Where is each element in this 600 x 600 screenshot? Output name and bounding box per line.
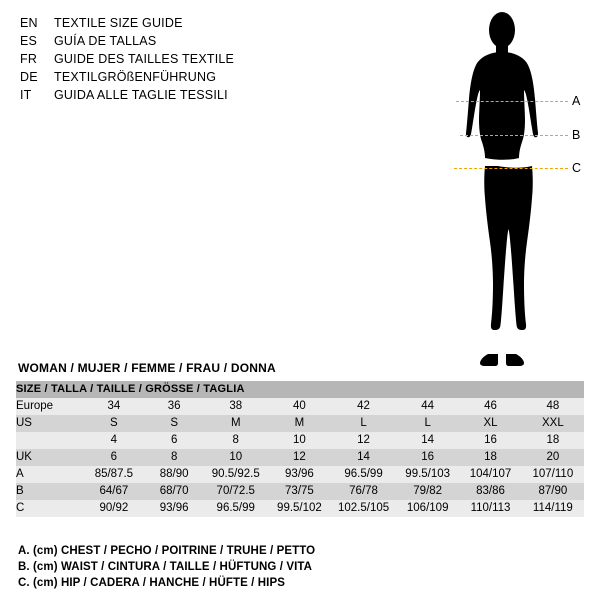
cell: 8 bbox=[204, 432, 268, 449]
cell: 93/96 bbox=[268, 466, 331, 483]
section-title: WOMAN / MUJER / FEMME / FRAU / DONNA bbox=[18, 361, 276, 375]
cell: 16 bbox=[396, 449, 459, 466]
measure-label-a: A bbox=[572, 94, 581, 108]
language-row-it bbox=[20, 86, 360, 104]
row-label: B bbox=[16, 483, 83, 500]
cell: 87/90 bbox=[522, 483, 584, 500]
language-code: DE bbox=[20, 70, 38, 84]
row-label: US bbox=[16, 415, 83, 432]
measure-label-c: C bbox=[572, 161, 582, 175]
table-row bbox=[16, 449, 584, 466]
cell: 38 bbox=[204, 398, 268, 415]
cell: 20 bbox=[522, 449, 584, 466]
cell: 93/96 bbox=[145, 500, 204, 517]
female-silhouette-icon bbox=[430, 8, 590, 378]
table-row bbox=[16, 466, 584, 483]
row-label bbox=[16, 432, 83, 449]
language-code: EN bbox=[20, 16, 38, 30]
row-label: UK bbox=[16, 449, 83, 466]
table-row bbox=[16, 398, 584, 415]
cell: 44 bbox=[396, 398, 459, 415]
row-label: C bbox=[16, 500, 83, 517]
cell: 12 bbox=[268, 449, 331, 466]
cell: 6 bbox=[83, 449, 145, 466]
cell: 104/107 bbox=[459, 466, 521, 483]
measure-line-c bbox=[454, 168, 568, 169]
cell: 83/86 bbox=[459, 483, 521, 500]
cell: S bbox=[83, 415, 145, 432]
language-row-es bbox=[20, 32, 360, 50]
cell: 76/78 bbox=[331, 483, 396, 500]
cell: 99.5/102 bbox=[268, 500, 331, 517]
language-code: ES bbox=[20, 34, 38, 48]
cell: 85/87.5 bbox=[83, 466, 145, 483]
cell: L bbox=[331, 415, 396, 432]
row-label: Europe bbox=[16, 398, 83, 415]
cell: 106/109 bbox=[396, 500, 459, 517]
language-text: GUÍA DE TALLAS bbox=[54, 34, 157, 48]
cell: 64/67 bbox=[83, 483, 145, 500]
cell: XL bbox=[459, 415, 521, 432]
note-a: A. (cm) CHEST / PECHO / POITRINE / TRUHE / PETTO bbox=[18, 545, 316, 557]
cell: 73/75 bbox=[268, 483, 331, 500]
cell: 48 bbox=[522, 398, 584, 415]
cell: S bbox=[145, 415, 204, 432]
measure-line-b bbox=[460, 135, 568, 136]
language-text: GUIDA ALLE TAGLIE TESSILI bbox=[54, 88, 228, 102]
cell: 46 bbox=[459, 398, 521, 415]
cell: 102.5/105 bbox=[331, 500, 396, 517]
cell: 88/90 bbox=[145, 466, 204, 483]
language-code: IT bbox=[20, 88, 32, 102]
cell: 10 bbox=[268, 432, 331, 449]
cell: 14 bbox=[331, 449, 396, 466]
body-figure bbox=[430, 8, 590, 378]
cell: M bbox=[204, 415, 268, 432]
cell: 90.5/92.5 bbox=[204, 466, 268, 483]
cell: 18 bbox=[522, 432, 584, 449]
cell: 90/92 bbox=[83, 500, 145, 517]
note-b: B. (cm) WAIST / CINTURA / TAILLE / HÜFTUNG / VITA bbox=[18, 561, 313, 573]
cell: 6 bbox=[145, 432, 204, 449]
cell: 70/72.5 bbox=[204, 483, 268, 500]
cell: 4 bbox=[83, 432, 145, 449]
language-code: FR bbox=[20, 52, 38, 66]
language-row-en bbox=[20, 14, 360, 32]
cell: M bbox=[268, 415, 331, 432]
cell: 34 bbox=[83, 398, 145, 415]
size-table bbox=[16, 381, 584, 517]
cell: 12 bbox=[331, 432, 396, 449]
cell: 114/119 bbox=[522, 500, 584, 517]
cell: 107/110 bbox=[522, 466, 584, 483]
cell: 79/82 bbox=[396, 483, 459, 500]
cell: 14 bbox=[396, 432, 459, 449]
cell: 8 bbox=[145, 449, 204, 466]
cell: 96.5/99 bbox=[204, 500, 268, 517]
measure-label-b: B bbox=[572, 128, 581, 142]
language-text: TEXTILGRÖßENFÜHRUNG bbox=[54, 70, 217, 84]
cell: 110/113 bbox=[459, 500, 521, 517]
measure-line-a bbox=[456, 101, 568, 102]
language-text: TEXTILE SIZE GUIDE bbox=[54, 16, 183, 30]
cell: 36 bbox=[145, 398, 204, 415]
language-row-de bbox=[20, 68, 360, 86]
language-row-fr bbox=[20, 50, 360, 68]
cell: 96.5/99 bbox=[331, 466, 396, 483]
table-row bbox=[16, 500, 584, 517]
table-header-label: SIZE / TALLA / TAILLE / GRÖSSE / TAGLIA bbox=[16, 381, 584, 398]
note-c: C. (cm) HIP / CADERA / HANCHE / HÜFTE / HIPS bbox=[18, 577, 286, 589]
cell: 99.5/103 bbox=[396, 466, 459, 483]
table-row bbox=[16, 415, 584, 432]
language-list bbox=[20, 14, 360, 104]
cell: L bbox=[396, 415, 459, 432]
cell: 68/70 bbox=[145, 483, 204, 500]
cell: 18 bbox=[459, 449, 521, 466]
table-row bbox=[16, 483, 584, 500]
cell: 40 bbox=[268, 398, 331, 415]
table-header-row bbox=[16, 381, 584, 398]
cell: 42 bbox=[331, 398, 396, 415]
cell: XXL bbox=[522, 415, 584, 432]
cell: 10 bbox=[204, 449, 268, 466]
language-text: GUIDE DES TAILLES TEXTILE bbox=[54, 52, 235, 66]
measurement-notes bbox=[18, 543, 578, 591]
row-label: A bbox=[16, 466, 83, 483]
table-row bbox=[16, 432, 584, 449]
cell: 16 bbox=[459, 432, 521, 449]
